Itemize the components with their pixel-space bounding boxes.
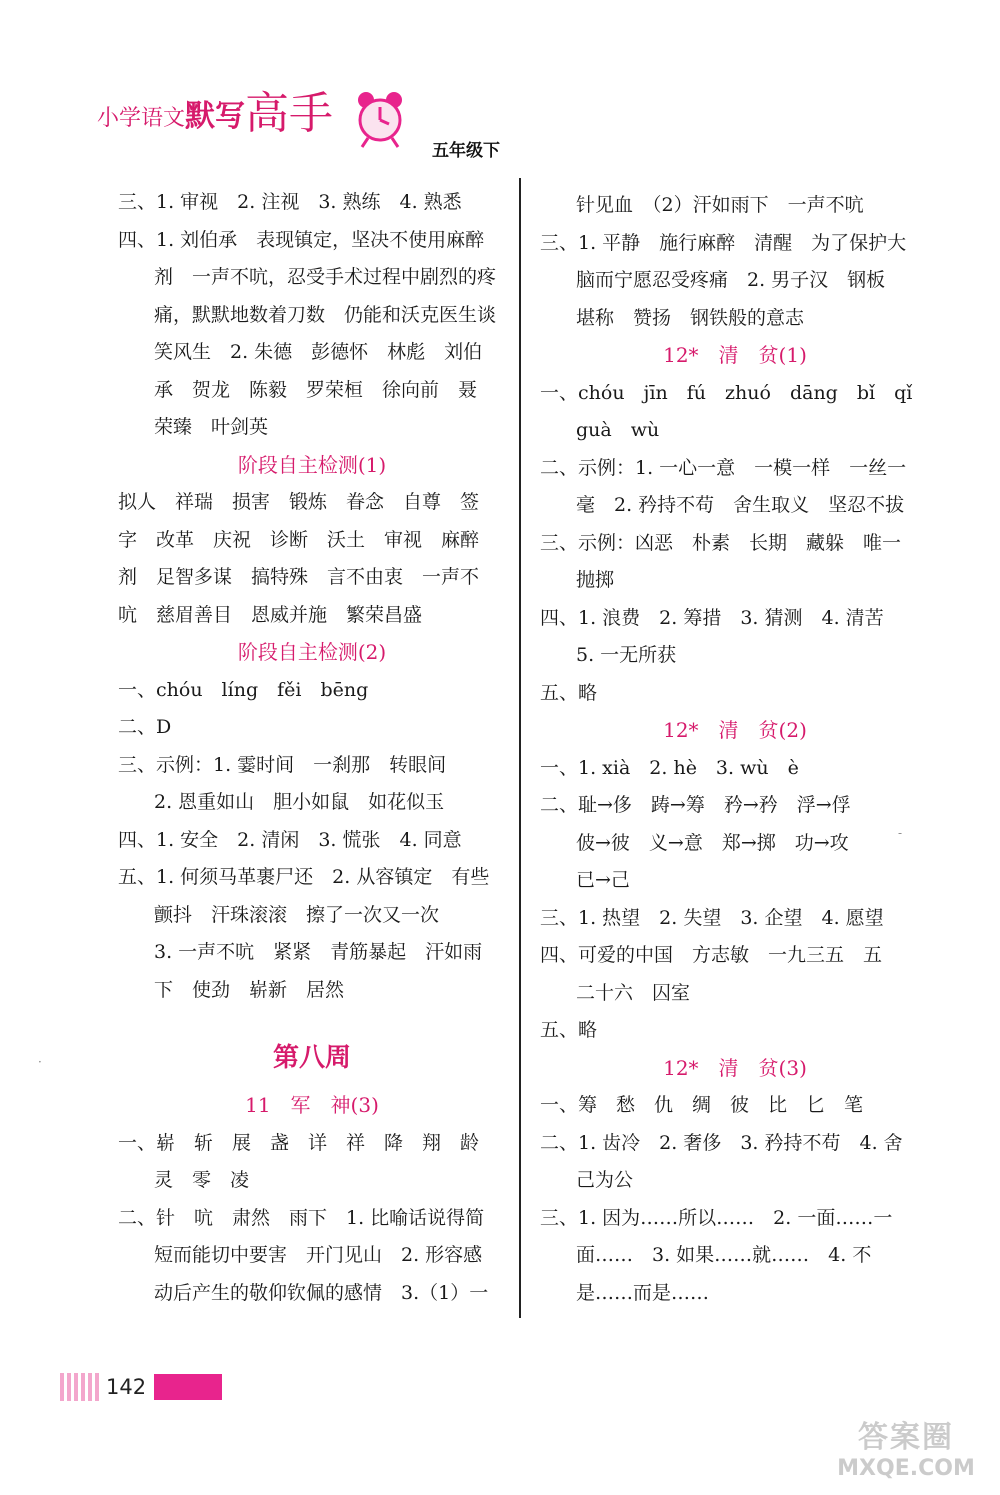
answer-line: 二、针 吭 肃然 雨下 1. 比喻话说得简	[118, 1206, 485, 1229]
section-heading: 12* 清 贫(3)	[663, 1055, 807, 1080]
answer-line: 一、1. xià 2. hè 3. wù è	[540, 756, 799, 779]
answer-line: 三、示例：1. 霎时间 一刹那 转眼间	[118, 753, 447, 776]
answer-line: 荣臻 叶剑英	[154, 416, 269, 438]
answer-line: 拟人 祥瑞 损害 锻炼 眷念 自尊 签	[118, 491, 480, 513]
answer-line: guà wù	[576, 419, 660, 441]
answer-line: 佊→彼 义→意 郑→掷 功→攻	[576, 831, 849, 854]
answer-line: 二、耻→侈 踌→筹 矜→矜 浮→俘	[540, 794, 851, 816]
page-footer	[60, 1373, 222, 1401]
answer-line: 毫 2. 矜持不苟 舍生取义 坚忍不拔	[576, 494, 905, 516]
watermark-url: MXQE.COM	[837, 1456, 975, 1481]
answer-line: 二、示例：1. 一心一意 一模一样 一丝一	[540, 456, 907, 479]
answer-line: 五、略	[540, 681, 598, 704]
answer-line: 是……而是……	[576, 1281, 710, 1304]
answer-line: 一、chóu líng fěi bēng	[118, 678, 369, 701]
page-number-bar	[154, 1374, 222, 1400]
answer-line: 三、1. 因为……所以…… 2. 一面……一	[540, 1206, 893, 1229]
answer-line: 短而能切中要害 开门见山 2. 形容感	[154, 1244, 483, 1266]
answer-line: 三、1. 平静 施行麻醉 清醒 为了保护大	[540, 231, 907, 254]
title-mid: 默写	[185, 99, 246, 134]
answer-line: 堪称 赞扬 钢铁般的意志	[576, 306, 805, 329]
answer-line: 四、1. 浪费 2. 筹措 3. 猜测 4. 清苦	[540, 606, 884, 629]
page-number: 142	[106, 1375, 147, 1399]
answer-line: 2. 恩重如山 胆小如鼠 如花似玉	[154, 791, 445, 813]
watermark	[826, 1412, 986, 1481]
answer-line: 3. 一声不吭 紧紧 青筋暴起 汗如雨	[154, 941, 483, 963]
title-small: 小学语文	[97, 106, 186, 131]
answer-line: 二十六 囚室	[576, 981, 691, 1004]
answer-line: 笑风生 2. 朱德 彭德怀 林彪 刘伯	[154, 341, 483, 363]
grade-label: 五年级下	[432, 141, 500, 161]
section-heading: 阶段自主检测(2)	[237, 640, 387, 664]
scan-mark: ·	[38, 1055, 42, 1069]
answer-line: 二、1. 齿冷 2. 奢侈 3. 矜持不苟 4. 舍	[540, 1131, 903, 1154]
answer-line: 5. 一无所获	[576, 644, 677, 666]
answer-line: 四、可爱的中国 方志敏 一九三五 五	[540, 944, 883, 966]
section-heading: 11 军 神(3)	[245, 1093, 379, 1117]
answer-line: 针见血 （2）汗如雨下 一声不吭	[576, 194, 864, 216]
answer-line: 剂 一声不吭，忍受手术过程中剧烈的疼	[154, 266, 497, 288]
section-heading: 12* 清 贫(1)	[663, 343, 807, 367]
answer-line: 已→己	[576, 869, 630, 891]
answer-line: 三、1. 热望 2. 失望 3. 企望 4. 愿望	[540, 906, 884, 929]
answer-line: 下 使劲 崭新 居然	[154, 978, 345, 1001]
left-column	[118, 184, 506, 1312]
answer-line: 承 贺龙 陈毅 罗荣桓 徐向前 聂	[154, 378, 478, 401]
answer-line: 剂 足智多谋 搞特殊 言不由衷 一声不	[118, 566, 480, 588]
answer-line: 吭 慈眉善目 恩威并施 繁荣昌盛	[118, 603, 423, 626]
section-heading: 阶段自主检测(1)	[237, 452, 387, 477]
answer-line: 二、D	[118, 716, 172, 738]
scan-mark: -	[898, 826, 903, 840]
answer-line: 抛掷	[576, 569, 615, 591]
answer-line: 四、1. 刘伯承 表现镇定，坚决不使用麻醉	[118, 228, 485, 251]
answer-line: 字 改革 庆祝 诊断 沃土 审视 麻醉	[118, 528, 480, 551]
answer-line: 一、筹 愁 仇 绸 彼 比 匕 笔	[540, 1094, 864, 1116]
answer-line: 痛，默默地数着刀数 仍能和沃克医生谈	[154, 303, 497, 326]
answer-line: 四、1. 安全 2. 清闲 3. 慌张 4. 同意	[118, 828, 462, 851]
answer-line: 五、略	[540, 1019, 598, 1041]
alarm-clock-icon	[348, 88, 412, 152]
answer-line: 面…… 3. 如果……就…… 4. 不	[576, 1244, 872, 1266]
answer-line: 己为公	[576, 1169, 634, 1191]
section-heading: 12* 清 贫(2)	[663, 718, 807, 742]
answer-line: 五、1. 何须马革裹尸还 2. 从容镇定 有些	[118, 866, 490, 888]
answer-line: 动后产生的敬仰钦佩的感情 3.（1）一	[154, 1281, 489, 1304]
answer-line: 灵 零 凌	[154, 1169, 250, 1191]
page-number-decoration	[60, 1373, 100, 1401]
column-divider	[519, 178, 521, 1318]
header-title	[97, 88, 334, 139]
right-column	[540, 187, 930, 1312]
week-heading: 第八周	[272, 1043, 351, 1073]
answer-line: 一、chóu jīn fú zhuó dāng bǐ qǐ	[540, 381, 913, 404]
answer-line: 颤抖 汗珠滚滚 擦了一次又一次	[154, 903, 440, 926]
answer-line: 脑而宁愿忍受疼痛 2. 男子汉 钢板	[576, 269, 886, 291]
answer-line: 一、崭 斩 展 盏 详 祥 降 翔 龄	[118, 1131, 480, 1154]
answer-line: 三、示例：凶恶 朴素 长期 藏躲 唯一	[540, 531, 902, 554]
watermark-logo-text: 答案圈	[858, 1420, 954, 1455]
title-big: 高手	[245, 88, 334, 139]
answer-line: 三、1. 审视 2. 注视 3. 熟练 4. 熟悉	[118, 191, 462, 213]
